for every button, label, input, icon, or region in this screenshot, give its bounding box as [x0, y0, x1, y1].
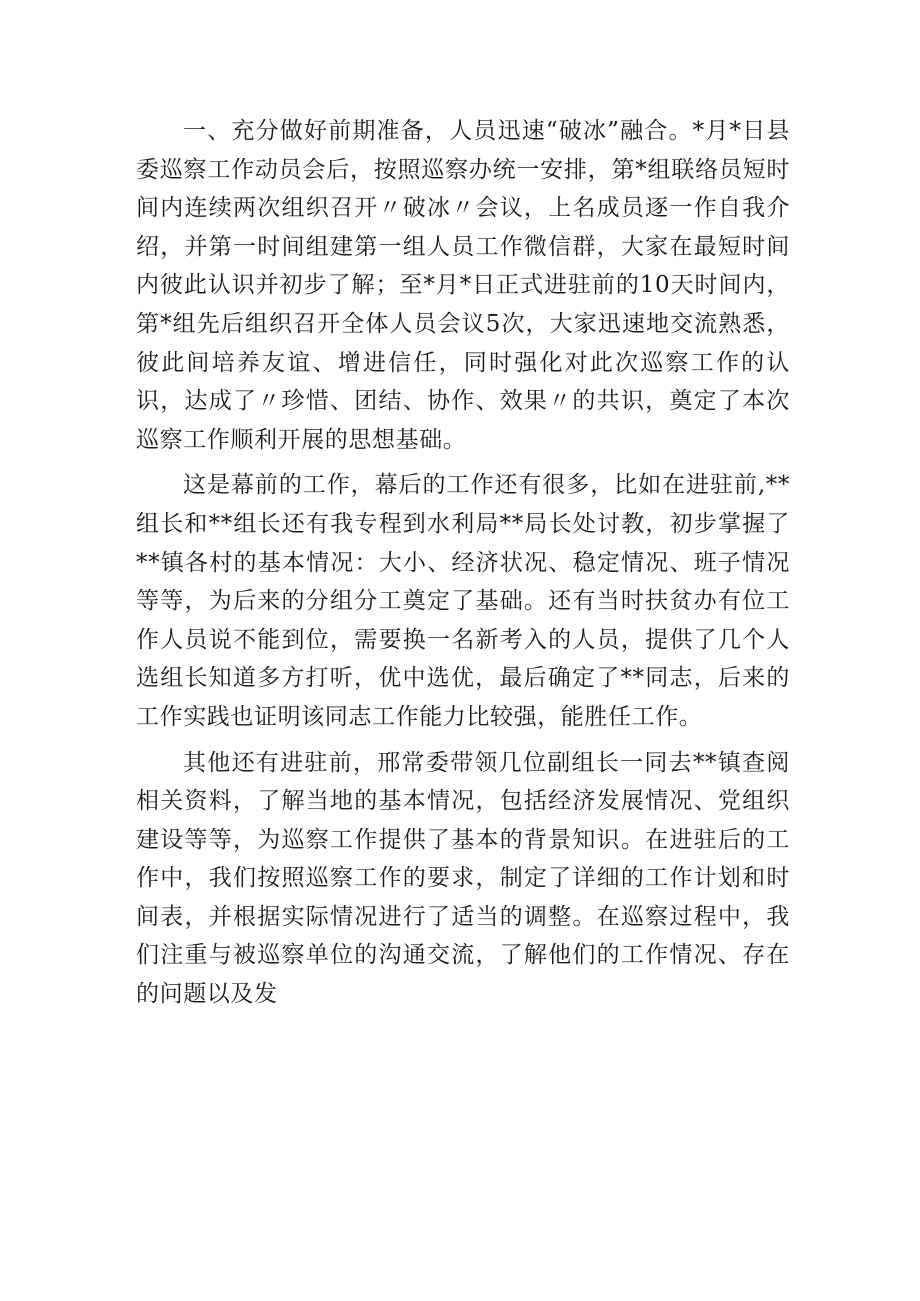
paragraph-preparation: 一、充分做好前期准备，人员迅速“破冰”融合。*月*日县委巡察工作动员会后，按照巡察办统一安排，第*组联络员短时间内连续两次组织召开〃破冰〃会议，上名成员逐一作自我介绍，并第一时间组建第一组人员工作微信群，大家在最短时间内彼此认识并初步了解；至*月*日正式进驻前的10天时间内，第*组先后组织召开全体人员会议5次，大家迅速地交流熟悉，彼此间培养友谊、增进信任，同时强化对此次巡察工作的认识，达成了〃珍惜、团结、协作、效果〃的共识，奠定了本次巡察工作顺利开展的思想基础。 [136, 118, 790, 453]
paragraph-other-work: 其他还有进驻前，邢常委带领几位副组长一同去**镇查阅相关资料，了解当地的基本情况，包括经济发展情况、党组织建设等等，为巡察工作提供了基本的背景知识。在进驻后的工作中，我们按照巡察工作的要求，制定了详细的工作计划和时间表，并根据实际情况进行了适当的调整。在巡察过程中，我们注重与被巡察单位的沟通交流，了解他们的工作情况、存在的问题以及发 [136, 749, 790, 1008]
document-page [136, 112, 790, 1021]
paragraph-behind-scenes: 这是幕前的工作，幕后的工作还有很多，比如在进驻前,**组长和**组长还有我专程到水利局**局长处讨教，初步掌握了**镇各村的基本情况：大小、经济状况、稳定情况、班子情况等等，为后来的分组分工奠定了基础。还有当时扶贫办有位工作人员说不能到位，需要换一名新考入的人员，提供了几个人选组长知道多方打听，优中选优，最后确定了**同志，后来的工作实践也证明该同志工作能力比较强，能胜任工作。 [136, 472, 790, 730]
